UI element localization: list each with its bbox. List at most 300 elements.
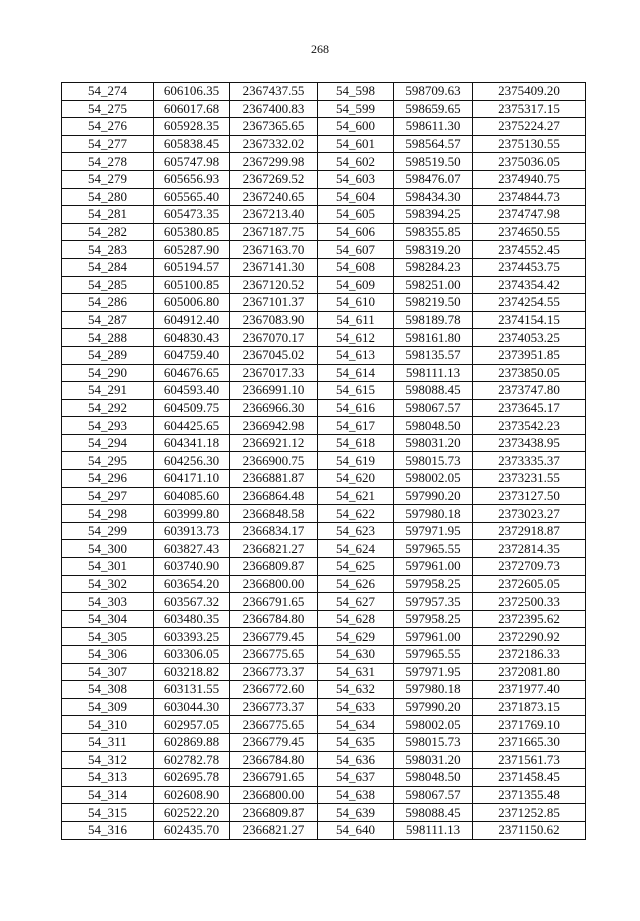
x-coord-right-cell: 598015.73 [394, 733, 473, 751]
y-coord-left-cell: 2366779.45 [230, 628, 318, 646]
point-id-right-cell: 54_622 [318, 505, 394, 523]
x-coord-right-cell: 598135.57 [394, 346, 473, 364]
x-coord-right-cell: 597961.00 [394, 628, 473, 646]
point-id-left-cell: 54_294 [62, 434, 154, 452]
point-id-left-cell: 54_313 [62, 769, 154, 787]
point-id-left-cell: 54_303 [62, 593, 154, 611]
x-coord-right-cell: 598394.25 [394, 206, 473, 224]
point-id-left-cell: 54_293 [62, 417, 154, 435]
y-coord-left-cell: 2366942.98 [230, 417, 318, 435]
y-coord-right-cell: 2374453.75 [473, 258, 586, 276]
x-coord-left-cell: 603654.20 [154, 575, 230, 593]
x-coord-left-cell: 605473.35 [154, 206, 230, 224]
x-coord-left-cell: 606017.68 [154, 100, 230, 118]
y-coord-left-cell: 2367332.02 [230, 135, 318, 153]
point-id-left-cell: 54_300 [62, 540, 154, 558]
x-coord-left-cell: 603999.80 [154, 505, 230, 523]
y-coord-right-cell: 2372709.73 [473, 558, 586, 576]
table-row [62, 733, 586, 751]
point-id-left-cell: 54_296 [62, 470, 154, 488]
point-id-right-cell: 54_640 [318, 821, 394, 839]
point-id-right-cell: 54_639 [318, 804, 394, 822]
point-id-left-cell: 54_281 [62, 206, 154, 224]
table-row [62, 276, 586, 294]
x-coord-left-cell: 605838.45 [154, 135, 230, 153]
x-coord-right-cell: 597965.55 [394, 540, 473, 558]
y-coord-right-cell: 2373023.27 [473, 505, 586, 523]
y-coord-right-cell: 2375130.55 [473, 135, 586, 153]
y-coord-left-cell: 2366900.75 [230, 452, 318, 470]
table-row [62, 452, 586, 470]
y-coord-right-cell: 2373438.95 [473, 434, 586, 452]
y-coord-right-cell: 2373231.55 [473, 470, 586, 488]
table-row [62, 153, 586, 171]
y-coord-right-cell: 2373747.80 [473, 382, 586, 400]
x-coord-left-cell: 602869.88 [154, 733, 230, 751]
x-coord-left-cell: 602957.05 [154, 716, 230, 734]
point-id-left-cell: 54_316 [62, 821, 154, 839]
table-row [62, 382, 586, 400]
y-coord-left-cell: 2366800.00 [230, 575, 318, 593]
point-id-right-cell: 54_630 [318, 646, 394, 664]
x-coord-right-cell: 597980.18 [394, 681, 473, 699]
x-coord-right-cell: 598031.20 [394, 751, 473, 769]
x-coord-right-cell: 598519.50 [394, 153, 473, 171]
x-coord-left-cell: 602608.90 [154, 786, 230, 804]
y-coord-left-cell: 2366791.65 [230, 769, 318, 787]
x-coord-left-cell: 605287.90 [154, 241, 230, 259]
x-coord-left-cell: 605565.40 [154, 188, 230, 206]
x-coord-right-cell: 597971.95 [394, 522, 473, 540]
table-row [62, 610, 586, 628]
x-coord-left-cell: 602522.20 [154, 804, 230, 822]
table-row [62, 135, 586, 153]
point-id-left-cell: 54_274 [62, 83, 154, 101]
x-coord-left-cell: 604171.10 [154, 470, 230, 488]
y-coord-left-cell: 2367299.98 [230, 153, 318, 171]
x-coord-left-cell: 603393.25 [154, 628, 230, 646]
y-coord-left-cell: 2367240.65 [230, 188, 318, 206]
y-coord-left-cell: 2366775.65 [230, 646, 318, 664]
point-id-left-cell: 54_307 [62, 663, 154, 681]
table-row [62, 769, 586, 787]
point-id-right-cell: 54_635 [318, 733, 394, 751]
point-id-right-cell: 54_620 [318, 470, 394, 488]
point-id-right-cell: 54_621 [318, 487, 394, 505]
y-coord-right-cell: 2372186.33 [473, 646, 586, 664]
y-coord-right-cell: 2375317.15 [473, 100, 586, 118]
y-coord-right-cell: 2373645.17 [473, 399, 586, 417]
point-id-right-cell: 54_607 [318, 241, 394, 259]
x-coord-right-cell: 598088.45 [394, 804, 473, 822]
y-coord-right-cell: 2372918.87 [473, 522, 586, 540]
table-row [62, 751, 586, 769]
y-coord-right-cell: 2373542.23 [473, 417, 586, 435]
x-coord-right-cell: 597961.00 [394, 558, 473, 576]
y-coord-left-cell: 2367083.90 [230, 311, 318, 329]
table-row [62, 593, 586, 611]
y-coord-left-cell: 2366772.60 [230, 681, 318, 699]
x-coord-left-cell: 603567.32 [154, 593, 230, 611]
y-coord-right-cell: 2374844.73 [473, 188, 586, 206]
point-id-left-cell: 54_275 [62, 100, 154, 118]
y-coord-left-cell: 2367187.75 [230, 223, 318, 241]
y-coord-right-cell: 2373951.85 [473, 346, 586, 364]
point-id-left-cell: 54_286 [62, 294, 154, 312]
y-coord-right-cell: 2371977.40 [473, 681, 586, 699]
y-coord-right-cell: 2375224.27 [473, 118, 586, 136]
table-row [62, 786, 586, 804]
table-row [62, 646, 586, 664]
x-coord-right-cell: 598219.50 [394, 294, 473, 312]
point-id-left-cell: 54_310 [62, 716, 154, 734]
y-coord-left-cell: 2367017.33 [230, 364, 318, 382]
point-id-left-cell: 54_276 [62, 118, 154, 136]
table-row [62, 558, 586, 576]
point-id-right-cell: 54_618 [318, 434, 394, 452]
y-coord-right-cell: 2374053.25 [473, 329, 586, 347]
point-id-left-cell: 54_305 [62, 628, 154, 646]
x-coord-left-cell: 605656.93 [154, 170, 230, 188]
y-coord-right-cell: 2372814.35 [473, 540, 586, 558]
y-coord-left-cell: 2366784.80 [230, 610, 318, 628]
y-coord-left-cell: 2366779.45 [230, 733, 318, 751]
y-coord-right-cell: 2374552.45 [473, 241, 586, 259]
y-coord-left-cell: 2367141.30 [230, 258, 318, 276]
table-row [62, 258, 586, 276]
point-id-right-cell: 54_616 [318, 399, 394, 417]
y-coord-left-cell: 2367400.83 [230, 100, 318, 118]
x-coord-left-cell: 603740.90 [154, 558, 230, 576]
x-coord-right-cell: 597990.20 [394, 487, 473, 505]
y-coord-left-cell: 2366773.37 [230, 663, 318, 681]
y-coord-left-cell: 2367045.02 [230, 346, 318, 364]
y-coord-right-cell: 2371150.62 [473, 821, 586, 839]
x-coord-left-cell: 605380.85 [154, 223, 230, 241]
table-row [62, 118, 586, 136]
point-id-left-cell: 54_287 [62, 311, 154, 329]
x-coord-left-cell: 603131.55 [154, 681, 230, 699]
x-coord-right-cell: 598111.13 [394, 364, 473, 382]
point-id-left-cell: 54_304 [62, 610, 154, 628]
y-coord-left-cell: 2367070.17 [230, 329, 318, 347]
y-coord-left-cell: 2366881.87 [230, 470, 318, 488]
table-row [62, 487, 586, 505]
x-coord-left-cell: 605194.57 [154, 258, 230, 276]
point-id-left-cell: 54_306 [62, 646, 154, 664]
point-id-left-cell: 54_285 [62, 276, 154, 294]
y-coord-left-cell: 2366784.80 [230, 751, 318, 769]
x-coord-right-cell: 598048.50 [394, 417, 473, 435]
x-coord-left-cell: 605100.85 [154, 276, 230, 294]
x-coord-right-cell: 597990.20 [394, 698, 473, 716]
point-id-right-cell: 54_636 [318, 751, 394, 769]
point-id-right-cell: 54_609 [318, 276, 394, 294]
point-id-right-cell: 54_600 [318, 118, 394, 136]
point-id-right-cell: 54_633 [318, 698, 394, 716]
x-coord-right-cell: 598564.57 [394, 135, 473, 153]
table-row [62, 364, 586, 382]
table-row [62, 505, 586, 523]
table-row [62, 329, 586, 347]
point-id-left-cell: 54_302 [62, 575, 154, 593]
point-id-right-cell: 54_611 [318, 311, 394, 329]
point-id-left-cell: 54_284 [62, 258, 154, 276]
point-id-left-cell: 54_290 [62, 364, 154, 382]
x-coord-left-cell: 603480.35 [154, 610, 230, 628]
x-coord-right-cell: 597958.25 [394, 575, 473, 593]
table-row [62, 522, 586, 540]
y-coord-right-cell: 2371561.73 [473, 751, 586, 769]
y-coord-left-cell: 2367101.37 [230, 294, 318, 312]
y-coord-right-cell: 2374940.75 [473, 170, 586, 188]
x-coord-right-cell: 598067.57 [394, 399, 473, 417]
y-coord-left-cell: 2366800.00 [230, 786, 318, 804]
table-row [62, 470, 586, 488]
point-id-left-cell: 54_295 [62, 452, 154, 470]
x-coord-right-cell: 598002.05 [394, 470, 473, 488]
table-row [62, 188, 586, 206]
x-coord-right-cell: 598284.23 [394, 258, 473, 276]
point-id-right-cell: 54_627 [318, 593, 394, 611]
table-row [62, 206, 586, 224]
point-id-left-cell: 54_292 [62, 399, 154, 417]
point-id-left-cell: 54_309 [62, 698, 154, 716]
y-coord-right-cell: 2371252.85 [473, 804, 586, 822]
x-coord-right-cell: 598251.00 [394, 276, 473, 294]
point-id-right-cell: 54_634 [318, 716, 394, 734]
table-row [62, 575, 586, 593]
x-coord-right-cell: 598048.50 [394, 769, 473, 787]
point-id-right-cell: 54_613 [318, 346, 394, 364]
table-row [62, 663, 586, 681]
x-coord-right-cell: 598031.20 [394, 434, 473, 452]
y-coord-left-cell: 2366821.27 [230, 821, 318, 839]
y-coord-left-cell: 2366834.17 [230, 522, 318, 540]
point-id-left-cell: 54_311 [62, 733, 154, 751]
y-coord-left-cell: 2367213.40 [230, 206, 318, 224]
y-coord-right-cell: 2374650.55 [473, 223, 586, 241]
y-coord-left-cell: 2367437.55 [230, 83, 318, 101]
table-row [62, 100, 586, 118]
point-id-left-cell: 54_299 [62, 522, 154, 540]
x-coord-left-cell: 604256.30 [154, 452, 230, 470]
point-id-right-cell: 54_615 [318, 382, 394, 400]
y-coord-right-cell: 2375409.20 [473, 83, 586, 101]
x-coord-right-cell: 598709.63 [394, 83, 473, 101]
y-coord-left-cell: 2366775.65 [230, 716, 318, 734]
x-coord-right-cell: 598015.73 [394, 452, 473, 470]
x-coord-right-cell: 597980.18 [394, 505, 473, 523]
x-coord-right-cell: 597971.95 [394, 663, 473, 681]
point-id-left-cell: 54_278 [62, 153, 154, 171]
x-coord-left-cell: 603044.30 [154, 698, 230, 716]
point-id-left-cell: 54_301 [62, 558, 154, 576]
y-coord-right-cell: 2371458.45 [473, 769, 586, 787]
point-id-left-cell: 54_315 [62, 804, 154, 822]
table-row [62, 434, 586, 452]
table-row [62, 223, 586, 241]
x-coord-left-cell: 603306.05 [154, 646, 230, 664]
point-id-right-cell: 54_599 [318, 100, 394, 118]
y-coord-right-cell: 2374254.55 [473, 294, 586, 312]
x-coord-right-cell: 598067.57 [394, 786, 473, 804]
y-coord-left-cell: 2366821.27 [230, 540, 318, 558]
point-id-right-cell: 54_605 [318, 206, 394, 224]
point-id-left-cell: 54_291 [62, 382, 154, 400]
y-coord-right-cell: 2372290.92 [473, 628, 586, 646]
y-coord-left-cell: 2366848.58 [230, 505, 318, 523]
x-coord-left-cell: 602782.78 [154, 751, 230, 769]
page-number: 268 [311, 42, 329, 56]
point-id-right-cell: 54_617 [318, 417, 394, 435]
x-coord-right-cell: 598189.78 [394, 311, 473, 329]
y-coord-left-cell: 2367163.70 [230, 241, 318, 259]
y-coord-left-cell: 2366791.65 [230, 593, 318, 611]
x-coord-left-cell: 604912.40 [154, 311, 230, 329]
point-id-right-cell: 54_628 [318, 610, 394, 628]
x-coord-left-cell: 603218.82 [154, 663, 230, 681]
point-id-right-cell: 54_631 [318, 663, 394, 681]
point-id-right-cell: 54_612 [318, 329, 394, 347]
table-row [62, 628, 586, 646]
table-row [62, 294, 586, 312]
x-coord-left-cell: 603913.73 [154, 522, 230, 540]
point-id-left-cell: 54_288 [62, 329, 154, 347]
coordinates-table [61, 82, 586, 840]
x-coord-left-cell: 602435.70 [154, 821, 230, 839]
y-coord-right-cell: 2372605.05 [473, 575, 586, 593]
point-id-left-cell: 54_308 [62, 681, 154, 699]
table-row [62, 716, 586, 734]
y-coord-left-cell: 2366809.87 [230, 558, 318, 576]
y-coord-left-cell: 2366991.10 [230, 382, 318, 400]
y-coord-right-cell: 2371873.15 [473, 698, 586, 716]
table-row [62, 346, 586, 364]
point-id-left-cell: 54_280 [62, 188, 154, 206]
point-id-left-cell: 54_283 [62, 241, 154, 259]
x-coord-right-cell: 598355.85 [394, 223, 473, 241]
x-coord-left-cell: 604085.60 [154, 487, 230, 505]
y-coord-right-cell: 2371355.48 [473, 786, 586, 804]
point-id-left-cell: 54_289 [62, 346, 154, 364]
x-coord-left-cell: 604593.40 [154, 382, 230, 400]
table-row [62, 681, 586, 699]
x-coord-right-cell: 598088.45 [394, 382, 473, 400]
x-coord-left-cell: 604509.75 [154, 399, 230, 417]
y-coord-left-cell: 2367269.52 [230, 170, 318, 188]
point-id-left-cell: 54_279 [62, 170, 154, 188]
x-coord-right-cell: 598476.07 [394, 170, 473, 188]
point-id-right-cell: 54_637 [318, 769, 394, 787]
x-coord-right-cell: 598161.80 [394, 329, 473, 347]
coordinates-table-body [62, 83, 586, 840]
y-coord-right-cell: 2373335.37 [473, 452, 586, 470]
x-coord-right-cell: 597965.55 [394, 646, 473, 664]
table-row [62, 399, 586, 417]
y-coord-left-cell: 2366809.87 [230, 804, 318, 822]
point-id-right-cell: 54_598 [318, 83, 394, 101]
x-coord-right-cell: 598002.05 [394, 716, 473, 734]
y-coord-right-cell: 2375036.05 [473, 153, 586, 171]
table-row [62, 698, 586, 716]
point-id-right-cell: 54_638 [318, 786, 394, 804]
y-coord-left-cell: 2366966.30 [230, 399, 318, 417]
y-coord-right-cell: 2373127.50 [473, 487, 586, 505]
y-coord-right-cell: 2374154.15 [473, 311, 586, 329]
x-coord-left-cell: 604830.43 [154, 329, 230, 347]
point-id-right-cell: 54_601 [318, 135, 394, 153]
x-coord-right-cell: 597957.35 [394, 593, 473, 611]
point-id-left-cell: 54_314 [62, 786, 154, 804]
x-coord-left-cell: 604425.65 [154, 417, 230, 435]
table-row [62, 804, 586, 822]
y-coord-right-cell: 2372395.62 [473, 610, 586, 628]
x-coord-right-cell: 597958.25 [394, 610, 473, 628]
x-coord-left-cell: 605006.80 [154, 294, 230, 312]
point-id-right-cell: 54_623 [318, 522, 394, 540]
y-coord-right-cell: 2372500.33 [473, 593, 586, 611]
point-id-right-cell: 54_606 [318, 223, 394, 241]
x-coord-right-cell: 598434.30 [394, 188, 473, 206]
x-coord-right-cell: 598111.13 [394, 821, 473, 839]
y-coord-right-cell: 2374354.42 [473, 276, 586, 294]
y-coord-right-cell: 2371665.30 [473, 733, 586, 751]
x-coord-left-cell: 603827.43 [154, 540, 230, 558]
x-coord-left-cell: 604676.65 [154, 364, 230, 382]
table-row [62, 170, 586, 188]
x-coord-right-cell: 598611.30 [394, 118, 473, 136]
x-coord-right-cell: 598659.65 [394, 100, 473, 118]
point-id-right-cell: 54_603 [318, 170, 394, 188]
point-id-right-cell: 54_625 [318, 558, 394, 576]
y-coord-left-cell: 2367120.52 [230, 276, 318, 294]
point-id-left-cell: 54_277 [62, 135, 154, 153]
table-row [62, 311, 586, 329]
point-id-right-cell: 54_632 [318, 681, 394, 699]
point-id-right-cell: 54_619 [318, 452, 394, 470]
y-coord-right-cell: 2373850.05 [473, 364, 586, 382]
point-id-left-cell: 54_297 [62, 487, 154, 505]
y-coord-right-cell: 2372081.80 [473, 663, 586, 681]
x-coord-left-cell: 606106.35 [154, 83, 230, 101]
x-coord-left-cell: 602695.78 [154, 769, 230, 787]
x-coord-right-cell: 598319.20 [394, 241, 473, 259]
y-coord-left-cell: 2367365.65 [230, 118, 318, 136]
x-coord-left-cell: 605747.98 [154, 153, 230, 171]
point-id-right-cell: 54_629 [318, 628, 394, 646]
table-row [62, 417, 586, 435]
point-id-right-cell: 54_626 [318, 575, 394, 593]
y-coord-left-cell: 2366864.48 [230, 487, 318, 505]
point-id-left-cell: 54_282 [62, 223, 154, 241]
y-coord-left-cell: 2366921.12 [230, 434, 318, 452]
table-row [62, 821, 586, 839]
point-id-right-cell: 54_610 [318, 294, 394, 312]
x-coord-left-cell: 604759.40 [154, 346, 230, 364]
y-coord-left-cell: 2366773.37 [230, 698, 318, 716]
point-id-right-cell: 54_608 [318, 258, 394, 276]
point-id-left-cell: 54_298 [62, 505, 154, 523]
table-row [62, 83, 586, 101]
table-row [62, 540, 586, 558]
table-row [62, 241, 586, 259]
x-coord-left-cell: 605928.35 [154, 118, 230, 136]
point-id-right-cell: 54_602 [318, 153, 394, 171]
point-id-right-cell: 54_614 [318, 364, 394, 382]
y-coord-right-cell: 2374747.98 [473, 206, 586, 224]
point-id-left-cell: 54_312 [62, 751, 154, 769]
